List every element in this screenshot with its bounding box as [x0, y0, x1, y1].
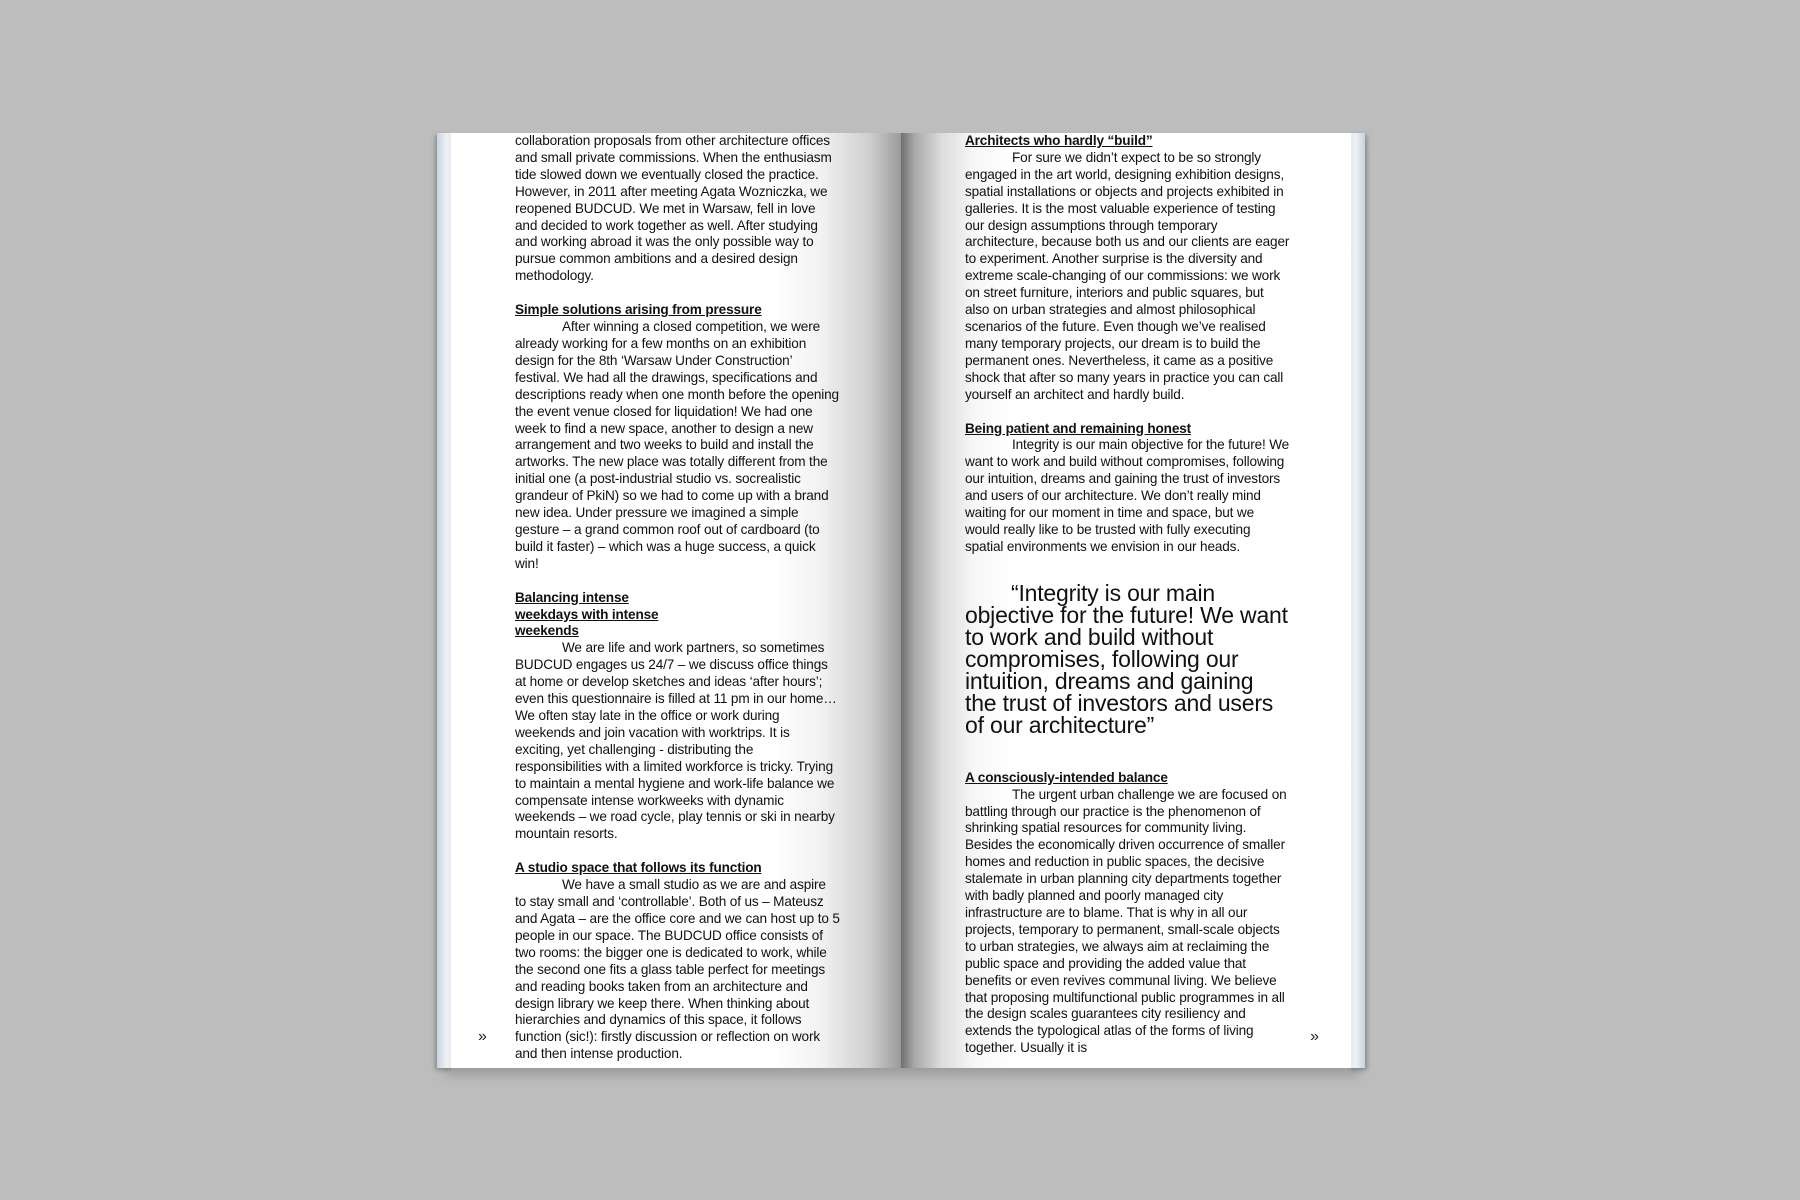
pull-quote: “Integrity is our main objective for the future! We want to work and build without compromises, following our intuition, dreams and gaining the trust of investors and users of our architecture” [965, 579, 1288, 738]
section-body: After winning a closed competition, we were already working for a few months on an exhibition design for the 8th ‘Warsaw Under Construction’ festival. We had all the drawings, specifications and descriptions ready when one month before the opening the event venue closed for liquidation! We had one week to find a new space, another to design a new arrangement and two weeks to build and install the artworks. The new place was totally different from the initial one (a post-industrial studio vs. socrealistic grandeur of PkiN) so we had to come up with a brand new idea. Under pressure we imagined a simple gesture – a grand common roof out of cardboard (to build it faster) – which was a huge success, a quick win! [515, 319, 839, 571]
right-text-column [965, 133, 1290, 1057]
continue-marker-left: » [478, 1028, 487, 1045]
page-edge-right [1349, 133, 1365, 1068]
section-heading: Architects who hardly “build” [965, 133, 1153, 148]
right-page [901, 133, 1351, 1068]
section-heading: Being patient and remaining honest [965, 420, 1192, 436]
left-text-column [515, 133, 840, 1063]
section-heading: A consciously-intended balance [965, 769, 1168, 785]
open-booklet [437, 133, 1365, 1068]
intro-paragraph: collaboration proposals from other architecture offices and small private commissions. When the enthusiasm tide slowed down we eventually closed the practice. However, in 2011 after meeting Agata Wozniczka, we reopened BUDCUD. We met in Warsaw, fell in love and decided to work together as well. After studying and working abroad it was the only possible way to pursue common ambitions and a desired design methodology. [515, 133, 832, 284]
section-body: Integrity is our main objective for the future! We want to work and build without compromises, following our intuition, dreams and gaining the trust of investors and users of our architecture. We don’t really mind waiting for our moment in time and space, but we would really like to be trusted with fully executing spatial environments we envision in our heads. [965, 437, 1290, 554]
section-body: The urgent urban challenge we are focused on battling through our practice is the phenomenon of shrinking spatial resources for community living. Besides the economically driven occurrence of smaller homes and reduction in public spaces, the decisive stalemate in urban planning city departments together with badly planned and poorly managed city infrastructure are to blame. That is why in all our projects, temporary to permanent, small-scale objects to urban strategies, we always aim at reclaiming the public space and providing the added value that benefits or even revives communal living. We believe that proposing multifunctional public programmes in all the design scales guarantees city resiliency and extends the typological atlas of the forms of living together. Usually it is [965, 786, 1287, 1056]
section-body: For sure we didn’t expect to be so strongly engaged in the art world, designing exhibition designs, spatial installations or objects and projects exhibited in galleries. It is the most valuable experience of testing our design assumptions through temporary architecture, because both us and our clients are eager to experiment. Another surprise is the diversity and extreme scale-changing of our commissions: we work on street furniture, interiors and public squares, but also on urban strategies and almost philosophical scenarios of the future. Even though we’ve realised many temporary projects, our dream is to build the permanent ones. Nevertheless, it came as a positive shock that after so many years in practice you can call yourself an architect and hardly build. [965, 149, 1290, 402]
section-heading: Balancing intense weekdays with intense weekends [515, 589, 659, 639]
section-body: We are life and work partners, so sometimes BUDCUD engages us 24/7 – we discuss office things at home or develop sketches and ideas ‘after hours’; even this questionnaire is filled at 11 pm in our home… We often stay late in the office or work during weekends and join vacation with worktrips. It is exciting, yet challenging - distributing the responsibilities with a limited workforce is tricky. Trying to maintain a mental hygiene and work-life balance we compensate intense workweeks with dynamic weekends – we road cycle, play tennis or ski in nearby mountain resorts. [515, 640, 837, 842]
continue-marker-right: » [1310, 1028, 1319, 1045]
section-heading: A studio space that follows its function [515, 860, 762, 876]
section-body: We have a small studio as we are and aspire to stay small and ‘controllable’. Both of us – Mateusz and Agata – are the office core and we can host up to 5 people in our space. The BUDCUD office consists of two rooms: the bigger one is dedicated to work, while the second one fits a glass table perfect for meetings and reading books taken from an architecture and design library we keep there. When thinking about hierarchies and dynamics of this space, it follows function (sic!): firstly discussion or reflection on work and then intense production. [515, 877, 840, 1062]
section-heading: Simple solutions arising from pressure [515, 302, 762, 318]
left-page [451, 133, 901, 1068]
